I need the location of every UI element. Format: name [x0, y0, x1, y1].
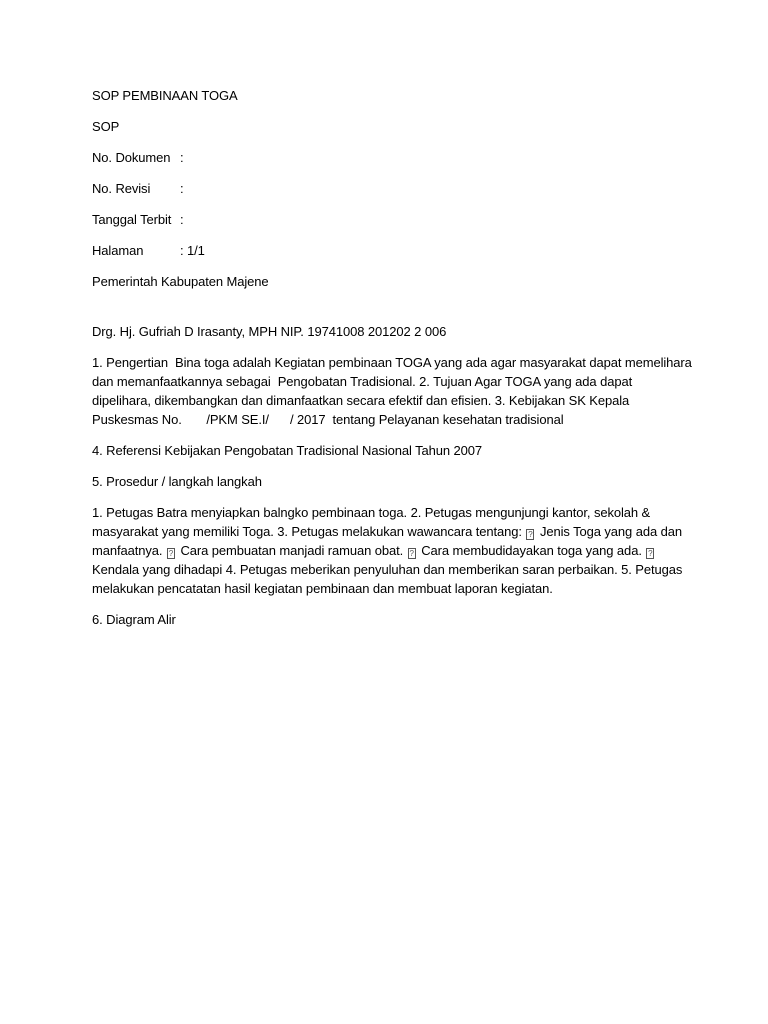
- government-name: Pemerintah Kabupaten Majene: [92, 274, 269, 289]
- field-value: :: [180, 212, 184, 227]
- field-tanggal-terbit: [92, 210, 692, 229]
- missing-glyph-icon: ?: [648, 549, 653, 558]
- missing-glyph-icon: ?: [168, 549, 174, 558]
- procedure-text: Kendala yang dihadapi 4. Petugas meberikan penyuluhan dan memberikan saran perbaikan. 5. Petugas melakukan pencatatan hasil kegiatan pembinaan dan membuat laporan kegiatan.: [92, 562, 683, 596]
- signatory-line: Drg. Hj. Gufriah D Irasanty, MPH NIP. 19741008 201202 2 006: [92, 324, 447, 339]
- field-label: Halaman: [92, 243, 144, 258]
- section-6-heading: 6. Diagram Alir: [92, 612, 176, 627]
- field-value: :: [180, 181, 184, 196]
- procedure-text: Jenis Toga yang ada dan manfaatnya.: [92, 524, 682, 558]
- field-label: No. Revisi: [92, 181, 151, 196]
- procedure-text: 1. Petugas Batra menyiapkan balngko pembinaan toga. 2. Petugas mengunjungi kantor, sekolah & masyarakat yang memiliki Toga. 3. Petugas melakukan wawancara tentang:: [92, 505, 651, 539]
- field-value: :: [180, 150, 184, 165]
- procedure-text: Cara membudidayakan toga yang ada.: [417, 543, 646, 558]
- procedure-paragraph: [92, 503, 692, 598]
- section-5-heading: 5. Prosedur / langkah langkah: [92, 474, 262, 489]
- document-title: SOP PEMBINAAN TOGA: [92, 88, 238, 103]
- section-1-3-paragraph: 1. Pengertian Bina toga adalah Kegiatan pembinaan TOGA yang ada agar masyarakat dapat memelihara dan memanfaatkannya sebagai Pengobatan Tradisional. 2. Tujuan Agar TOGA yang ada dapat dipelihara, dikembangkan dan dimanfaatkan secara efektif dan efisien. 3. Kebijakan SK Kepala Puskesmas No. /PKM SE.I/ / 2017 tentang Pelayanan kesehatan tradisional: [92, 355, 696, 427]
- field-label: No. Dokumen: [92, 150, 171, 165]
- field-no-dokumen: [92, 148, 692, 167]
- document-page: [92, 86, 696, 629]
- field-halaman: [92, 241, 692, 260]
- procedure-text: Cara pembuatan manjadi ramuan obat.: [176, 543, 407, 558]
- field-value: : 1/1: [180, 243, 205, 258]
- missing-glyph-icon: ?: [528, 530, 533, 539]
- missing-glyph-icon: ?: [409, 549, 414, 558]
- field-no-revisi: [92, 179, 692, 198]
- section-4-reference: 4. Referensi Kebijakan Pengobatan Tradisional Nasional Tahun 2007: [92, 443, 483, 458]
- document-subtitle: SOP: [92, 119, 120, 134]
- field-label: Tanggal Terbit: [92, 212, 172, 227]
